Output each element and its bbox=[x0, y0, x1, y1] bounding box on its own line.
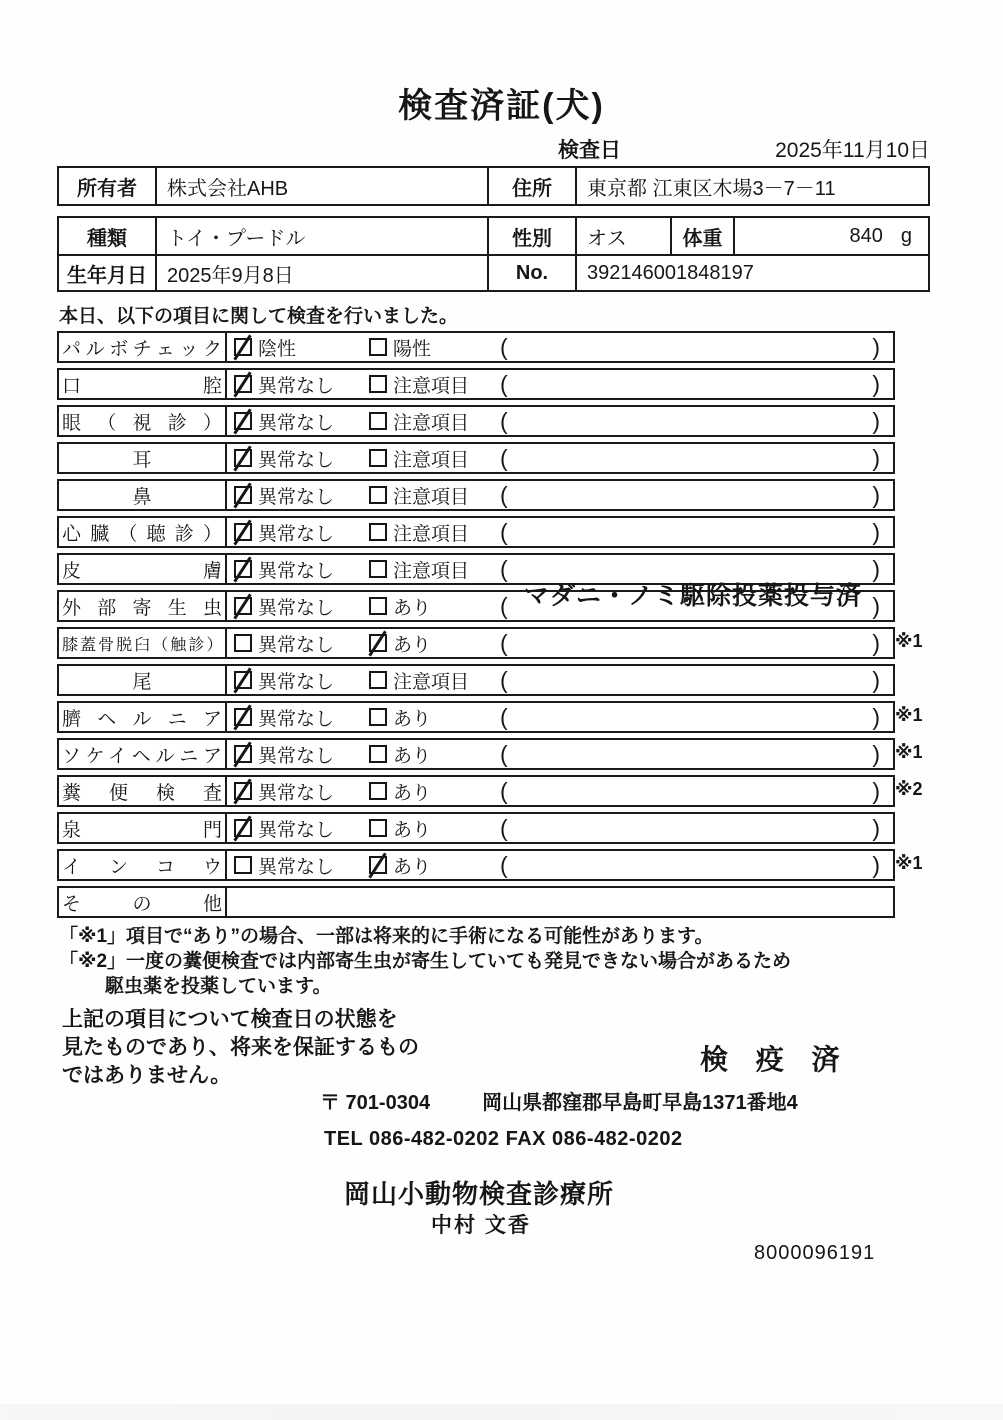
footnote-ref: ※1 bbox=[895, 705, 923, 725]
weight-value: 840 bbox=[849, 224, 883, 247]
result-option-2-label: あり bbox=[393, 597, 432, 619]
checkbox-checked-icon bbox=[234, 597, 252, 615]
result-option-2-label: 陽性 bbox=[393, 338, 432, 360]
checkbox-unchecked-icon bbox=[369, 449, 387, 467]
result-option-2-label: あり bbox=[393, 708, 432, 730]
result-paren-close: ) bbox=[872, 851, 880, 878]
footnote-2-continued: 駆虫薬を投薬しています。 bbox=[105, 976, 332, 997]
checkbox-unchecked-icon bbox=[369, 412, 387, 430]
exam-item-label-cell bbox=[59, 518, 227, 546]
address-value: 東京都 江東区木場3－7－11 bbox=[575, 168, 928, 204]
result-paren-open: ( bbox=[500, 518, 508, 545]
result-option-2-label: 注意項目 bbox=[393, 375, 470, 397]
checkbox-unchecked-icon bbox=[369, 560, 387, 578]
result-option-2-label: 注意項目 bbox=[393, 523, 470, 545]
result-option-2-label: あり bbox=[393, 819, 432, 841]
result-paren-close: ) bbox=[872, 518, 880, 545]
result-paren-open: ( bbox=[500, 370, 508, 397]
exam-item-label: インコウ bbox=[62, 856, 222, 878]
result-paren-open: ( bbox=[500, 407, 508, 434]
result-paren-close: ) bbox=[872, 740, 880, 767]
exam-row bbox=[57, 664, 895, 696]
exam-result-cell bbox=[227, 814, 893, 842]
exam-item-label: 尾 bbox=[132, 671, 152, 693]
result-option-2-label: あり bbox=[393, 782, 432, 804]
result-option-1-label: 異常なし bbox=[258, 375, 335, 397]
checkbox-checked-icon bbox=[234, 449, 252, 467]
result-option-1-label: 異常なし bbox=[258, 634, 335, 656]
checkbox-checked-icon bbox=[234, 486, 252, 504]
result-paren-close: ) bbox=[872, 703, 880, 730]
inspection-date-value: 2025年11月10日 bbox=[775, 139, 930, 162]
footnote-2: 「※2」一度の糞便検査では内部寄生虫が寄生していても発見できない場合があるため bbox=[59, 951, 792, 972]
exam-item-label: 鼻 bbox=[132, 486, 152, 508]
result-option-2 bbox=[369, 704, 495, 731]
scan-artifact bbox=[0, 1404, 1003, 1420]
checkbox-unchecked-icon bbox=[234, 634, 252, 652]
result-option-1-label: 異常なし bbox=[258, 523, 335, 545]
result-option-1-label: 異常なし bbox=[258, 597, 335, 619]
exam-item-label: 耳 bbox=[132, 449, 152, 471]
exam-item-label: その他 bbox=[62, 893, 222, 915]
result-option-1-label: 異常なし bbox=[258, 412, 335, 434]
pet-row-1 bbox=[59, 218, 928, 254]
checkbox-checked-icon bbox=[369, 856, 387, 874]
birth-label: 生年月日 bbox=[67, 264, 147, 287]
result-option-1 bbox=[234, 519, 369, 546]
footnote-ref: ※1 bbox=[895, 631, 923, 651]
result-remarks-field bbox=[495, 445, 893, 472]
result-option-1 bbox=[234, 778, 369, 805]
result-option-2 bbox=[369, 778, 495, 805]
result-paren-open: ( bbox=[500, 703, 508, 730]
owner-table bbox=[57, 166, 930, 206]
statement-line-2: 見たものであり、将来を保証するもの bbox=[62, 1036, 419, 1059]
exam-result-cell bbox=[227, 333, 893, 361]
exam-item-label: 皮膚 bbox=[62, 560, 222, 582]
exam-row bbox=[57, 775, 923, 807]
result-paren-close: ) bbox=[872, 444, 880, 471]
exam-result-cell bbox=[227, 370, 893, 398]
result-remarks-field bbox=[495, 371, 893, 398]
result-option-2 bbox=[369, 445, 495, 472]
checkbox-checked-icon bbox=[369, 634, 387, 652]
result-paren-close: ) bbox=[872, 481, 880, 508]
exam-row bbox=[57, 627, 923, 659]
exam-row bbox=[57, 442, 895, 474]
sex-label: 性別 bbox=[487, 218, 575, 254]
checkbox-checked-icon bbox=[234, 338, 252, 356]
exam-item-label-cell bbox=[59, 629, 227, 657]
result-option-1 bbox=[234, 741, 369, 768]
result-option-1 bbox=[234, 630, 369, 657]
result-paren-close: ) bbox=[872, 555, 880, 582]
veterinarian-name: 中村 文香 bbox=[431, 1214, 531, 1237]
exam-result-cell bbox=[227, 851, 893, 879]
checkbox-unchecked-icon bbox=[369, 523, 387, 541]
result-paren-close: ) bbox=[872, 370, 880, 397]
exam-result-cell bbox=[227, 888, 893, 916]
checkbox-unchecked-icon bbox=[369, 486, 387, 504]
exam-table bbox=[57, 331, 923, 923]
result-remarks-field bbox=[495, 667, 893, 694]
breed-value: トイ・プードル bbox=[155, 218, 487, 254]
checkbox-unchecked-icon bbox=[369, 375, 387, 393]
exam-item-label-cell bbox=[59, 666, 227, 694]
result-option-2-label: 注意項目 bbox=[393, 486, 470, 508]
result-paren-open: ( bbox=[500, 851, 508, 878]
exam-result-cell bbox=[227, 481, 893, 509]
result-remarks-field bbox=[495, 408, 893, 435]
checkbox-checked-icon bbox=[234, 782, 252, 800]
exam-item-label: 泉門 bbox=[62, 819, 222, 841]
result-option-2-label: あり bbox=[393, 634, 432, 656]
checkbox-unchecked-icon bbox=[234, 856, 252, 874]
serial-number: 8000096191 bbox=[754, 1242, 876, 1264]
result-remarks-field bbox=[495, 334, 893, 361]
result-paren-open: ( bbox=[500, 555, 508, 582]
exam-item-label-cell bbox=[59, 703, 227, 731]
result-paren-close: ) bbox=[872, 629, 880, 656]
exam-result-cell bbox=[227, 777, 893, 805]
result-option-2-label: 注意項目 bbox=[393, 560, 470, 582]
inspection-date-label: 検査日 bbox=[558, 139, 621, 162]
checkbox-unchecked-icon bbox=[369, 708, 387, 726]
result-option-1-label: 異常なし bbox=[258, 560, 335, 582]
exam-item-label: ソケイヘルニア bbox=[62, 745, 222, 767]
result-option-2 bbox=[369, 815, 495, 842]
checkbox-checked-icon bbox=[234, 745, 252, 763]
checkbox-unchecked-icon bbox=[369, 745, 387, 763]
result-option-2 bbox=[369, 371, 495, 398]
weight-unit: g bbox=[900, 224, 912, 247]
weight-label: 体重 bbox=[670, 218, 733, 254]
result-option-2-label: 注意項目 bbox=[393, 412, 470, 434]
result-option-2 bbox=[369, 556, 495, 583]
result-paren-close: ) bbox=[872, 592, 880, 619]
result-option-1 bbox=[234, 556, 369, 583]
result-option-2 bbox=[369, 667, 495, 694]
result-option-1-label: 異常なし bbox=[258, 708, 335, 730]
result-option-1 bbox=[234, 704, 369, 731]
result-remarks-field bbox=[495, 482, 893, 509]
exam-item-label-cell bbox=[59, 740, 227, 768]
owner-label: 所有者 bbox=[77, 177, 137, 200]
footnote-ref: ※2 bbox=[895, 779, 923, 799]
exam-row bbox=[57, 516, 895, 548]
result-option-1 bbox=[234, 371, 369, 398]
result-option-1 bbox=[234, 445, 369, 472]
result-option-2 bbox=[369, 630, 495, 657]
exam-item-label: 外部寄生虫 bbox=[62, 597, 222, 619]
checkbox-checked-icon bbox=[234, 523, 252, 541]
exam-item-label: 膝蓋骨脱臼（触診） bbox=[62, 636, 222, 654]
quarantine-stamp: 検 疫 済 bbox=[700, 1044, 850, 1075]
exam-item-label-cell bbox=[59, 814, 227, 842]
checkbox-checked-icon bbox=[234, 671, 252, 689]
exam-item-label-cell bbox=[59, 888, 227, 916]
result-option-1-label: 異常なし bbox=[258, 745, 335, 767]
address-label: 住所 bbox=[487, 168, 575, 204]
clinic-postal-row bbox=[320, 1086, 798, 1115]
result-option-1 bbox=[234, 408, 369, 435]
result-option-1 bbox=[234, 667, 369, 694]
weight-value-cell bbox=[733, 218, 928, 254]
result-option-2-label: あり bbox=[393, 856, 432, 878]
result-remarks-field bbox=[495, 852, 893, 879]
exam-row bbox=[57, 479, 895, 511]
checkbox-unchecked-icon bbox=[369, 671, 387, 689]
result-paren-close: ) bbox=[872, 666, 880, 693]
result-paren-open: ( bbox=[500, 740, 508, 767]
exam-result-cell bbox=[227, 407, 893, 435]
exam-row bbox=[57, 331, 895, 363]
birth-value: 2025年9月8日 bbox=[155, 256, 487, 290]
checkbox-unchecked-icon bbox=[369, 782, 387, 800]
exam-item-label-cell bbox=[59, 555, 227, 583]
checkbox-unchecked-icon bbox=[369, 338, 387, 356]
result-paren-close: ) bbox=[872, 407, 880, 434]
clinic-tel-fax: TEL 086-482-0202 FAX 086-482-0202 bbox=[324, 1128, 683, 1150]
exam-item-label-cell bbox=[59, 851, 227, 879]
exam-item-label-cell bbox=[59, 592, 227, 620]
result-option-1 bbox=[234, 815, 369, 842]
checkbox-checked-icon bbox=[234, 375, 252, 393]
result-option-2 bbox=[369, 593, 495, 620]
checkbox-checked-icon bbox=[234, 708, 252, 726]
exam-result-cell bbox=[227, 740, 893, 768]
clinic-postal-code: 〒 701-0304 bbox=[320, 1092, 431, 1114]
checkbox-unchecked-icon bbox=[369, 597, 387, 615]
exam-item-label-cell bbox=[59, 481, 227, 509]
exam-row bbox=[57, 405, 895, 437]
result-remarks-field bbox=[495, 741, 893, 768]
result-paren-open: ( bbox=[500, 814, 508, 841]
result-paren-open: ( bbox=[500, 777, 508, 804]
result-paren-close: ) bbox=[872, 777, 880, 804]
pet-table bbox=[57, 216, 930, 292]
footnotes-block bbox=[59, 924, 791, 999]
result-option-1-label: 異常なし bbox=[258, 449, 335, 471]
result-option-1-label: 異常なし bbox=[258, 782, 335, 804]
result-paren-open: ( bbox=[500, 333, 508, 360]
breed-label: 種類 bbox=[87, 227, 127, 250]
result-paren-open: ( bbox=[500, 666, 508, 693]
exam-item-label-cell bbox=[59, 444, 227, 472]
result-paren-open: ( bbox=[500, 481, 508, 508]
no-label: No. bbox=[487, 256, 575, 290]
exam-row bbox=[57, 886, 895, 918]
exam-intro-text: 本日、以下の項目に関して検査を行いました。 bbox=[59, 306, 459, 327]
exam-item-label-cell bbox=[59, 777, 227, 805]
result-remarks-field bbox=[495, 778, 893, 805]
exam-item-label-cell bbox=[59, 407, 227, 435]
owner-value: 株式会社AHB bbox=[155, 168, 487, 204]
result-option-1 bbox=[234, 334, 369, 361]
result-remarks-field bbox=[495, 630, 893, 657]
exam-item-label-cell bbox=[59, 370, 227, 398]
result-option-1 bbox=[234, 852, 369, 879]
exam-row bbox=[57, 368, 895, 400]
result-paren-open: ( bbox=[500, 592, 508, 619]
exam-item-label: 口腔 bbox=[62, 375, 222, 397]
exam-item-label: 心臓（聴診） bbox=[62, 523, 222, 545]
result-remarks-field bbox=[495, 704, 893, 731]
exam-row bbox=[57, 701, 923, 733]
statement-line-3: ではありません。 bbox=[62, 1064, 232, 1087]
page-title: 検査済証(犬) bbox=[398, 87, 605, 125]
result-option-2 bbox=[369, 852, 495, 879]
result-paren-close: ) bbox=[872, 333, 880, 360]
result-option-2-label: あり bbox=[393, 745, 432, 767]
exam-result-cell bbox=[227, 703, 893, 731]
result-option-1-label: 異常なし bbox=[258, 856, 335, 878]
result-paren-open: ( bbox=[500, 629, 508, 656]
footnote-1: 「※1」項目で“あり”の場合、一部は将来的に手術になる可能性があります。 bbox=[59, 926, 714, 947]
disclaimer-statement bbox=[62, 1006, 419, 1090]
result-option-2 bbox=[369, 408, 495, 435]
checkbox-checked-icon bbox=[234, 819, 252, 837]
result-paren-open: ( bbox=[500, 444, 508, 471]
checkbox-checked-icon bbox=[234, 412, 252, 430]
result-option-1-label: 異常なし bbox=[258, 486, 335, 508]
exam-result-cell bbox=[227, 444, 893, 472]
medication-stamp-text: マダニ・ノミ駆除投薬投与済 bbox=[524, 582, 863, 610]
pet-row-2 bbox=[59, 254, 928, 290]
exam-item-label: 臍ヘルニア bbox=[62, 708, 222, 730]
exam-result-cell bbox=[227, 518, 893, 546]
result-option-2-label: 注意項目 bbox=[393, 449, 470, 471]
result-option-2 bbox=[369, 741, 495, 768]
exam-row bbox=[57, 812, 895, 844]
result-option-1-label: 異常なし bbox=[258, 819, 335, 841]
checkbox-checked-icon bbox=[234, 560, 252, 578]
sex-value: オス bbox=[575, 218, 670, 254]
exam-item-label: 糞便検査 bbox=[62, 782, 222, 804]
clinic-address: 岡山県都窪郡早島町早島1371番地4 bbox=[482, 1092, 798, 1114]
exam-item-label: 眼（視診） bbox=[62, 412, 222, 434]
footnote-ref: ※1 bbox=[895, 853, 923, 873]
exam-row bbox=[57, 738, 923, 770]
result-option-1-label: 異常なし bbox=[258, 671, 335, 693]
result-remarks-field bbox=[495, 815, 893, 842]
result-remarks-field bbox=[495, 519, 893, 546]
inspection-date-row bbox=[558, 134, 930, 164]
statement-line-1: 上記の項目について検査日の状態を bbox=[62, 1008, 398, 1031]
result-option-2-label: 注意項目 bbox=[393, 671, 470, 693]
clinic-name: 岡山小動物検査診療所 bbox=[344, 1179, 615, 1209]
exam-result-cell bbox=[227, 629, 893, 657]
owner-row bbox=[59, 168, 928, 204]
exam-item-label-cell bbox=[59, 333, 227, 361]
result-option-1-label: 陰性 bbox=[258, 338, 297, 360]
result-option-1 bbox=[234, 593, 369, 620]
checkbox-unchecked-icon bbox=[369, 819, 387, 837]
exam-result-cell bbox=[227, 666, 893, 694]
exam-item-label: パルボチェック bbox=[62, 338, 222, 360]
result-option-1 bbox=[234, 482, 369, 509]
result-option-2 bbox=[369, 334, 495, 361]
exam-row bbox=[57, 849, 923, 881]
footnote-ref: ※1 bbox=[895, 742, 923, 762]
result-paren-close: ) bbox=[872, 814, 880, 841]
result-option-2 bbox=[369, 519, 495, 546]
no-value: 392146001848197 bbox=[575, 256, 928, 290]
result-option-2 bbox=[369, 482, 495, 509]
